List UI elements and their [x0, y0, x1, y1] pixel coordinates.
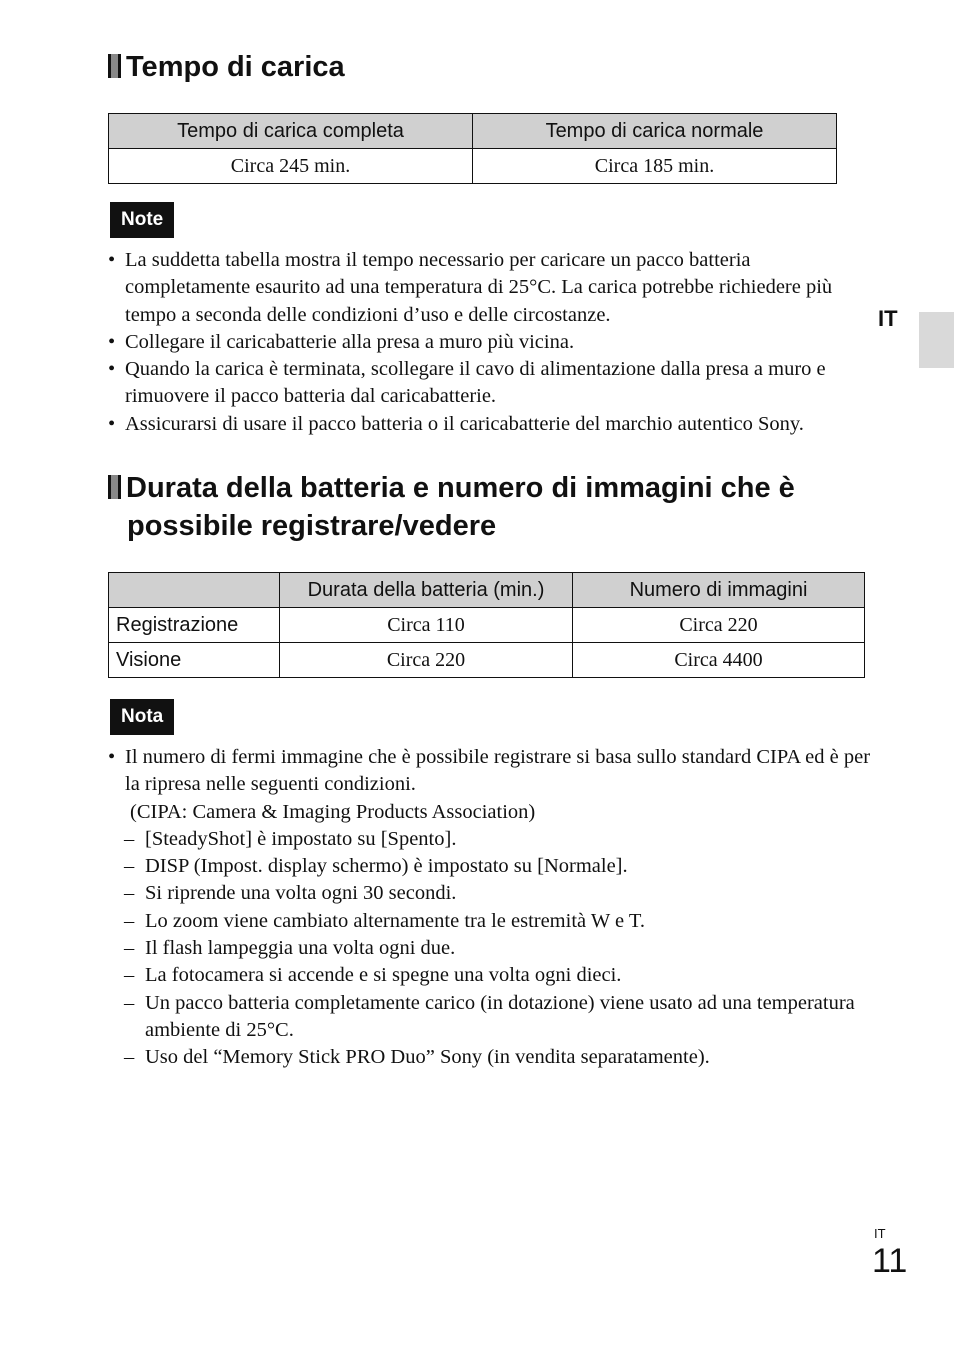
table-cell: Circa 110 [280, 608, 573, 643]
page-number: 11 [872, 1242, 908, 1280]
heading-marker-icon [108, 475, 121, 499]
note-list [108, 744, 878, 1072]
list-item: • Il numero di fermi immagine che è possibile registrare si basa sullo standard CIPA ed è per la ripresa nelle seguenti condizioni. [108, 744, 878, 799]
table-header-cell: Durata della batteria (min.) [280, 573, 573, 608]
battery-life-table [108, 572, 865, 678]
list-item-cipa: (CIPA: Camera & Imaging Products Association) [130, 800, 536, 823]
heading-marker-icon [108, 54, 121, 78]
table-header-row [109, 573, 865, 608]
section-title-line2: possibile registrare/vedere [127, 510, 497, 542]
table-cell: Circa 220 [280, 643, 573, 678]
table-header-cell [109, 573, 280, 608]
section-title-text: Tempo di carica [126, 51, 345, 83]
table-header-row [109, 114, 837, 149]
note-list [108, 247, 878, 438]
section-title-charging-time [108, 48, 345, 86]
list-item: • La suddetta tabella mostra il tempo necessario per caricare un pacco batteria completamente esaurito ad una temperatura di 25°C. La carica potrebbe richiedere più tempo a seconda delle condizioni d’uso e delle circostanze. [108, 247, 878, 329]
table-row [109, 608, 865, 643]
side-language-tab [919, 312, 954, 368]
table-cell: Circa 185 min. [473, 149, 837, 184]
table-header-cell: Numero di immagini [573, 573, 865, 608]
note-label: Note [110, 202, 174, 238]
table-header-cell: Tempo di carica normale [473, 114, 837, 149]
table-row [109, 149, 837, 184]
condition-item: – Il flash lampeggia una volta ogni due. [108, 935, 878, 962]
footer-language: IT [874, 1226, 886, 1241]
condition-item: – DISP (Impost. display schermo) è impostato su [Normale]. [108, 853, 878, 880]
section-title-line1: Durata della batteria e numero di immagini che è [126, 472, 795, 504]
note-label: Nota [110, 699, 174, 735]
section-title-battery-life [108, 469, 795, 545]
list-item: • Assicurarsi di usare il pacco batteria o il caricabatterie del marchio autentico Sony. [108, 411, 878, 438]
table-row [109, 643, 865, 678]
side-language-tab-label: IT [878, 306, 898, 331]
condition-item: – La fotocamera si accende e si spegne una volta ogni dieci. [108, 962, 878, 989]
table-header-cell: Tempo di carica completa [109, 114, 473, 149]
table-row-label: Visione [109, 643, 280, 678]
list-item: • Collegare il caricabatterie alla presa a muro più vicina. [108, 329, 878, 356]
charging-time-table [108, 113, 837, 184]
condition-item: – Uso del “Memory Stick PRO Duo” Sony (in vendita separatamente). [108, 1044, 878, 1071]
condition-item: – Si riprende una volta ogni 30 secondi. [108, 880, 878, 907]
table-cell: Circa 245 min. [109, 149, 473, 184]
condition-item: – Lo zoom viene cambiato alternamente tra le estremità W e T. [108, 908, 878, 935]
list-item: • Quando la carica è terminata, scollegare il cavo di alimentazione dalla presa a muro e rimuovere il pacco batteria dal caricabatterie. [108, 356, 878, 411]
condition-item: – [SteadyShot] è impostato su [Spento]. [108, 826, 878, 853]
table-cell: Circa 220 [573, 608, 865, 643]
table-cell: Circa 4400 [573, 643, 865, 678]
table-row-label: Registrazione [109, 608, 280, 643]
condition-item: – Un pacco batteria completamente carico (in dotazione) viene usato ad una temperatura ambiente di 25°C. [108, 990, 878, 1045]
